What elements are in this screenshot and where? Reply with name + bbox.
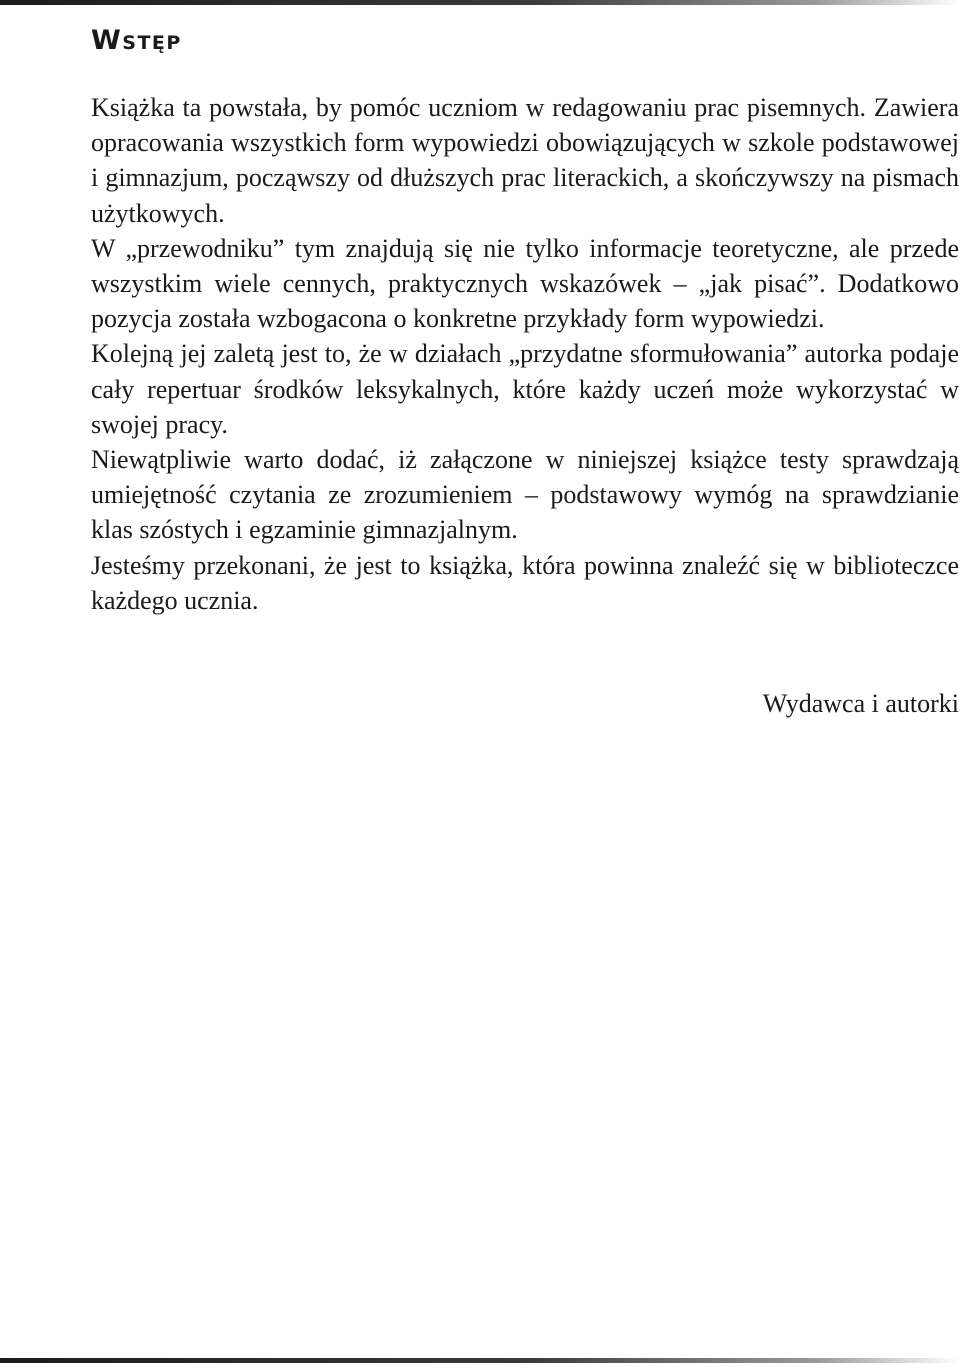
paragraph-2: W „przewodniku” tym znajdują się nie tylko informacje teoretyczne, ale przede wszystkim wiele cennych, praktycznych wskazówek – „jak pisać”. Dodatkowo pozycja została wzbogacona o konkretne przykłady form wypowiedzi. bbox=[91, 233, 959, 334]
bottom-decorative-rule bbox=[0, 1358, 960, 1363]
paragraph-3: Kolejną jej zaletą jest to, że w działach „przydatne sformułowania” autorka podaje cały repertuar środków leksykalnych, które każdy uczeń może wykorzystać w swojej pracy. bbox=[91, 339, 959, 439]
paragraph-4: Niewątpliwie warto dodać, iż załączone w niniejszej książce testy sprawdzają umiejętność czytania ze zrozumieniem – podstawowy wymóg na sprawdzianie klas szóstych i egzaminie gimnazjalnym. bbox=[91, 445, 959, 545]
paragraph-5: Jesteśmy przekonani, że jest to książka, która powinna znaleźć się w biblioteczce każdego ucznia. bbox=[91, 550, 959, 615]
page-heading: Wstęp bbox=[91, 25, 182, 56]
paragraph-1: Książka ta powstała, by pomóc uczniom w redagowaniu prac pisemnych. Zawiera opracowania wszystkich form wypowiedzi obowiązujących w szkole podstawowej i gimnazjum, począwszy od dłuższych prac literackich, a skończywszy na pismach użytkowych. bbox=[91, 93, 959, 228]
body-text bbox=[91, 90, 959, 618]
signature: Wydawca i autorki bbox=[762, 689, 959, 718]
top-decorative-rule bbox=[0, 0, 960, 5]
